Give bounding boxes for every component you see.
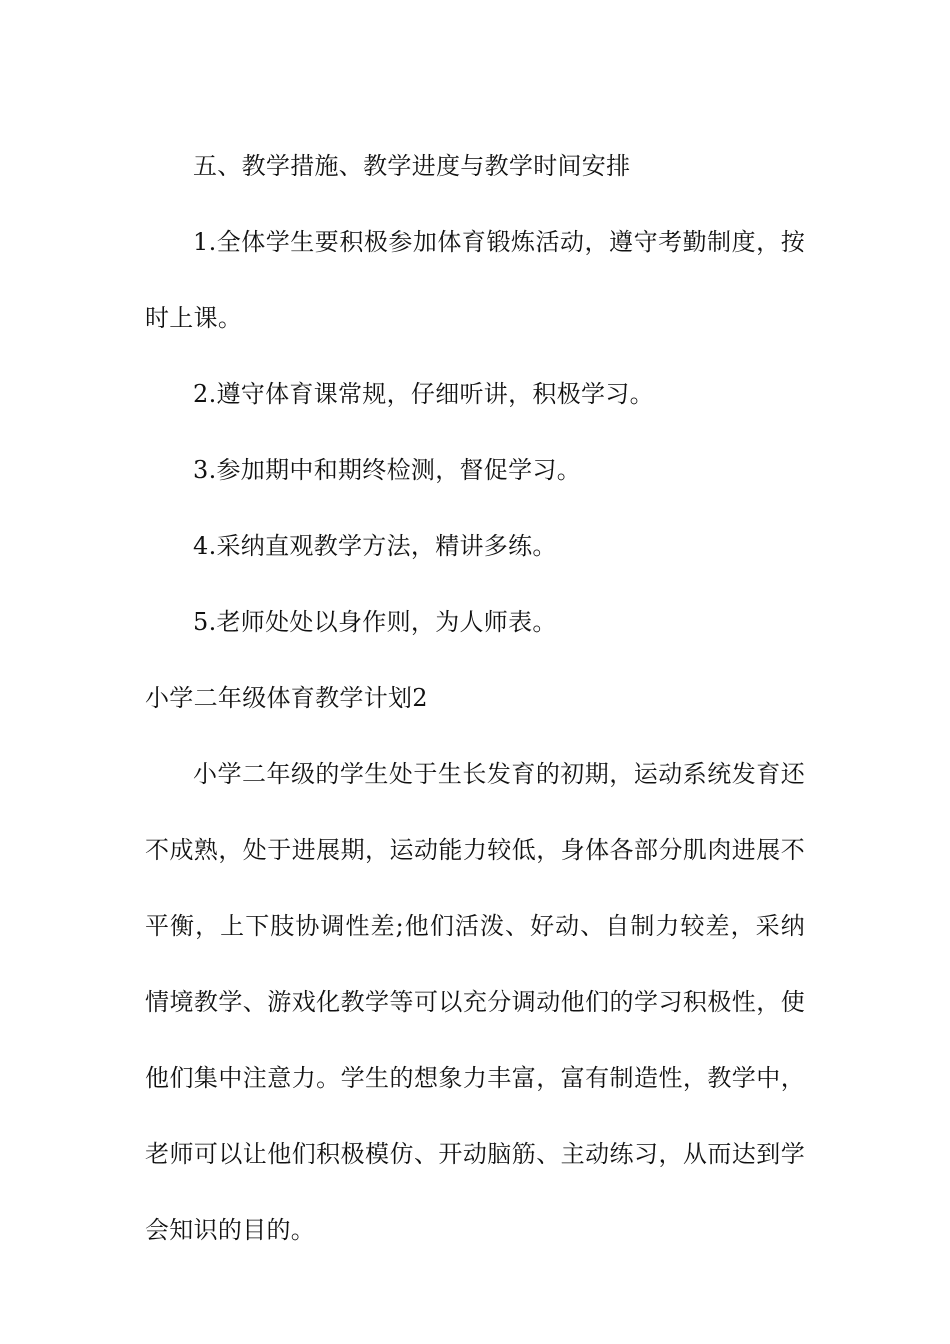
list-item: 2.遵守体育课常规，仔细听讲，积极学习。: [193, 380, 654, 408]
list-item: 5.老师处处以身作则，为人师表。: [193, 608, 557, 636]
list-item: 3.参加期中和期终检测，督促学习。: [193, 456, 581, 484]
page-content: [145, 128, 805, 1268]
plan-title: 小学二年级体育教学计划2: [145, 684, 428, 712]
body-paragraph: 小学二年级的学生处于生长发育的初期，运动系统发育还不成熟，处于进展期，运动能力较低，身体各部分肌肉进展不平衡，上下肢协调性差;他们活泼、好动、自制力较差，采纳情境教学、游戏化教学等可以充分调动他们的学习积极性，使他们集中注意力。学生的想象力丰富，富有制造性，教学中，老师可以让他们积极模仿、开动脑筋、主动练习，从而达到学会知识的目的。: [145, 760, 805, 1244]
section-heading: 五、教学措施、教学进度与教学时间安排: [193, 152, 631, 180]
list-item: 4.采纳直观教学方法，精讲多练。: [193, 532, 557, 560]
list-item: 1.全体学生要积极参加体育锻炼活动，遵守考勤制度，按时上课。: [145, 228, 805, 332]
